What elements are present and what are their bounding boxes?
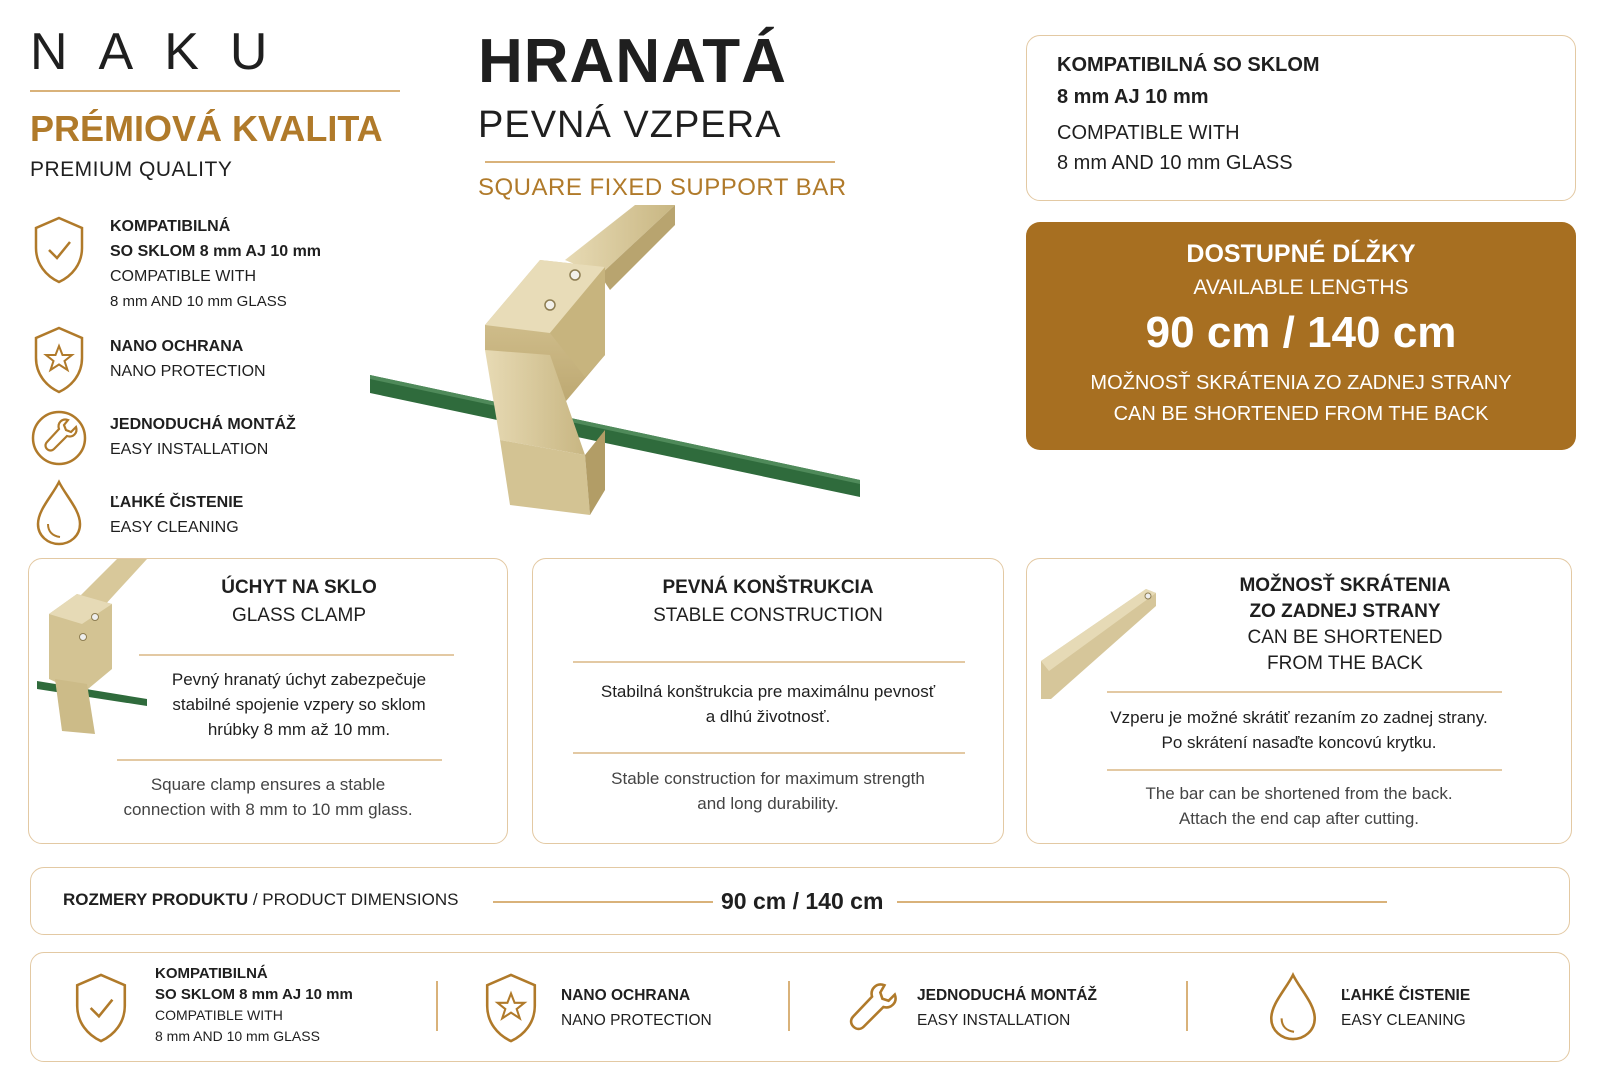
box-text: a dlhú životnosť. bbox=[705, 707, 831, 726]
feature-compatible bbox=[30, 214, 410, 314]
box-title: ÚCHYT NA SKLO bbox=[221, 577, 377, 598]
feature-sublabel: EASY CLEANING bbox=[110, 519, 239, 536]
brand-logo: NAKU bbox=[30, 23, 299, 81]
lengths-title-en: AVAILABLE LENGTHS bbox=[1193, 276, 1409, 299]
box-divider bbox=[1107, 691, 1502, 693]
box-text: hrúbky 8 mm až 10 mm. bbox=[207, 720, 391, 739]
product-image bbox=[370, 205, 890, 535]
dimensions-line-left bbox=[493, 901, 713, 903]
feature-sublabel: COMPATIBLE WITH bbox=[110, 268, 257, 285]
feature-sublabel: COMPATIBLE WITH bbox=[155, 1007, 283, 1023]
box-divider bbox=[573, 752, 965, 754]
wrench-icon bbox=[841, 969, 901, 1047]
box-text-en: connection with 8 mm to 10 mm glass. bbox=[123, 800, 413, 819]
compatibility-title: KOMPATIBILNÁ SO SKLOM bbox=[1057, 54, 1320, 76]
wrench-icon bbox=[30, 402, 88, 474]
bottom-divider bbox=[788, 981, 790, 1031]
shield-star-icon bbox=[481, 969, 541, 1047]
bottom-divider bbox=[436, 981, 438, 1031]
shortening-card bbox=[1026, 558, 1572, 844]
dimensions-separator: / bbox=[248, 890, 263, 909]
feature-label: ĽAHKÉ ČISTENIE bbox=[1341, 987, 1471, 1004]
product-title: HRANATÁ bbox=[478, 27, 787, 96]
feature-sublabel: 8 mm AND 10 mm GLASS bbox=[155, 1028, 320, 1044]
bottom-feature-compatible bbox=[71, 953, 441, 1063]
dimensions-value: 90 cm / 140 cm bbox=[721, 888, 884, 914]
box-text-en: Attach the end cap after cutting. bbox=[1178, 809, 1420, 828]
box-divider bbox=[117, 759, 442, 761]
feature-label: ĽAHKÉ ČISTENIE bbox=[110, 494, 244, 511]
lengths-note: MOŽNOSŤ SKRÁTENIA ZO ZADNEJ STRANY bbox=[1090, 372, 1512, 394]
bottom-feature-cleaning bbox=[1263, 953, 1553, 1063]
feature-cleaning bbox=[30, 478, 410, 550]
feature-sublabel: 8 mm AND 10 mm GLASS bbox=[110, 293, 287, 310]
compatibility-glass: 8 mm AJ 10 mm bbox=[1057, 86, 1209, 108]
feature-label: JEDNODUCHÁ MONTÁŽ bbox=[917, 987, 1097, 1004]
compatibility-glass-en: 8 mm AND 10 mm GLASS bbox=[1057, 152, 1293, 174]
box-title: PEVNÁ KONŠTRUKCIA bbox=[662, 577, 874, 598]
box-title: ZO ZADNEJ STRANY bbox=[1249, 601, 1441, 622]
box-text-en: The bar can be shortened from the back. bbox=[1145, 784, 1453, 803]
bottom-feature-installation bbox=[841, 953, 1161, 1063]
stable-construction-card bbox=[532, 558, 1004, 844]
product-subtitle: PEVNÁ VZPERA bbox=[478, 104, 782, 146]
feature-sublabel: EASY INSTALLATION bbox=[110, 441, 269, 458]
box-title: MOŽNOSŤ SKRÁTENIA bbox=[1239, 575, 1451, 596]
box-title-en: CAN BE SHORTENED bbox=[1247, 627, 1443, 648]
compatibility-card bbox=[1026, 35, 1576, 201]
box-title-en: FROM THE BACK bbox=[1267, 653, 1423, 674]
feature-sublabel: EASY CLEANING bbox=[1341, 1012, 1466, 1029]
product-subtitle-en: SQUARE FIXED SUPPORT BAR bbox=[478, 174, 847, 201]
dimensions-line-right bbox=[897, 901, 1387, 903]
feature-sublabel: EASY INSTALLATION bbox=[917, 1012, 1071, 1029]
shield-star-icon bbox=[30, 324, 88, 396]
box-text-en: Stable construction for maximum strength bbox=[611, 769, 925, 788]
water-drop-icon bbox=[30, 478, 88, 550]
box-text: Vzperu je možné skrátiť rezaním zo zadnej strany. bbox=[1110, 708, 1488, 727]
feature-label: SO SKLOM 8 mm AJ 10 mm bbox=[110, 243, 322, 260]
feature-sublabel: NANO PROTECTION bbox=[561, 1012, 712, 1029]
bottom-feature-nano bbox=[481, 953, 781, 1063]
bottom-divider bbox=[1186, 981, 1188, 1031]
shield-check-icon bbox=[71, 969, 131, 1047]
box-divider bbox=[139, 654, 454, 656]
compatibility-title-en: COMPATIBLE WITH bbox=[1057, 122, 1240, 144]
box-title-en: STABLE CONSTRUCTION bbox=[653, 605, 883, 626]
box-text: Po skrátení nasaďte koncovú krytku. bbox=[1161, 733, 1437, 752]
dimensions-bar bbox=[30, 867, 1570, 935]
feature-label: NANO OCHRANA bbox=[561, 987, 691, 1004]
feature-label: SO SKLOM 8 mm AJ 10 mm bbox=[155, 986, 353, 1003]
shield-check-icon bbox=[30, 214, 88, 286]
brand-divider bbox=[30, 90, 400, 92]
lengths-panel bbox=[1026, 222, 1576, 450]
feature-label: KOMPATIBILNÁ bbox=[155, 965, 268, 982]
box-divider bbox=[1107, 769, 1502, 771]
box-title-en: GLASS CLAMP bbox=[231, 605, 367, 626]
box-text-en: and long durability. bbox=[697, 794, 839, 813]
title-divider bbox=[485, 161, 835, 163]
water-drop-icon bbox=[1263, 969, 1323, 1047]
feature-nano bbox=[30, 324, 410, 396]
dimensions-label-en: PRODUCT DIMENSIONS bbox=[262, 890, 459, 909]
feature-label: KOMPATIBILNÁ bbox=[110, 218, 231, 235]
glass-clamp-card bbox=[28, 558, 508, 844]
box-text: stabilné spojenie vzpery so sklom bbox=[172, 695, 426, 714]
box-divider bbox=[573, 661, 965, 663]
box-text-en: Square clamp ensures a stable bbox=[150, 775, 386, 794]
quality-subtitle: PREMIUM QUALITY bbox=[30, 158, 233, 181]
feature-sublabel: NANO PROTECTION bbox=[110, 363, 266, 380]
bottom-features bbox=[30, 952, 1570, 1062]
quality-title: PRÉMIOVÁ KVALITA bbox=[30, 108, 383, 149]
feature-label: NANO OCHRANA bbox=[110, 338, 244, 355]
feature-label: JEDNODUCHÁ MONTÁŽ bbox=[110, 416, 296, 433]
dimensions-label: ROZMERY PRODUKTU bbox=[63, 890, 249, 909]
box-text: Pevný hranatý úchyt zabezpečuje bbox=[171, 670, 427, 689]
lengths-note-en: CAN BE SHORTENED FROM THE BACK bbox=[1113, 403, 1489, 425]
feature-installation bbox=[30, 402, 410, 474]
lengths-title: DOSTUPNÉ DĹŽKY bbox=[1186, 240, 1416, 268]
lengths-value: 90 cm / 140 cm bbox=[1145, 308, 1457, 357]
box-text: Stabilná konštrukcia pre maximálnu pevnosť bbox=[600, 682, 936, 701]
